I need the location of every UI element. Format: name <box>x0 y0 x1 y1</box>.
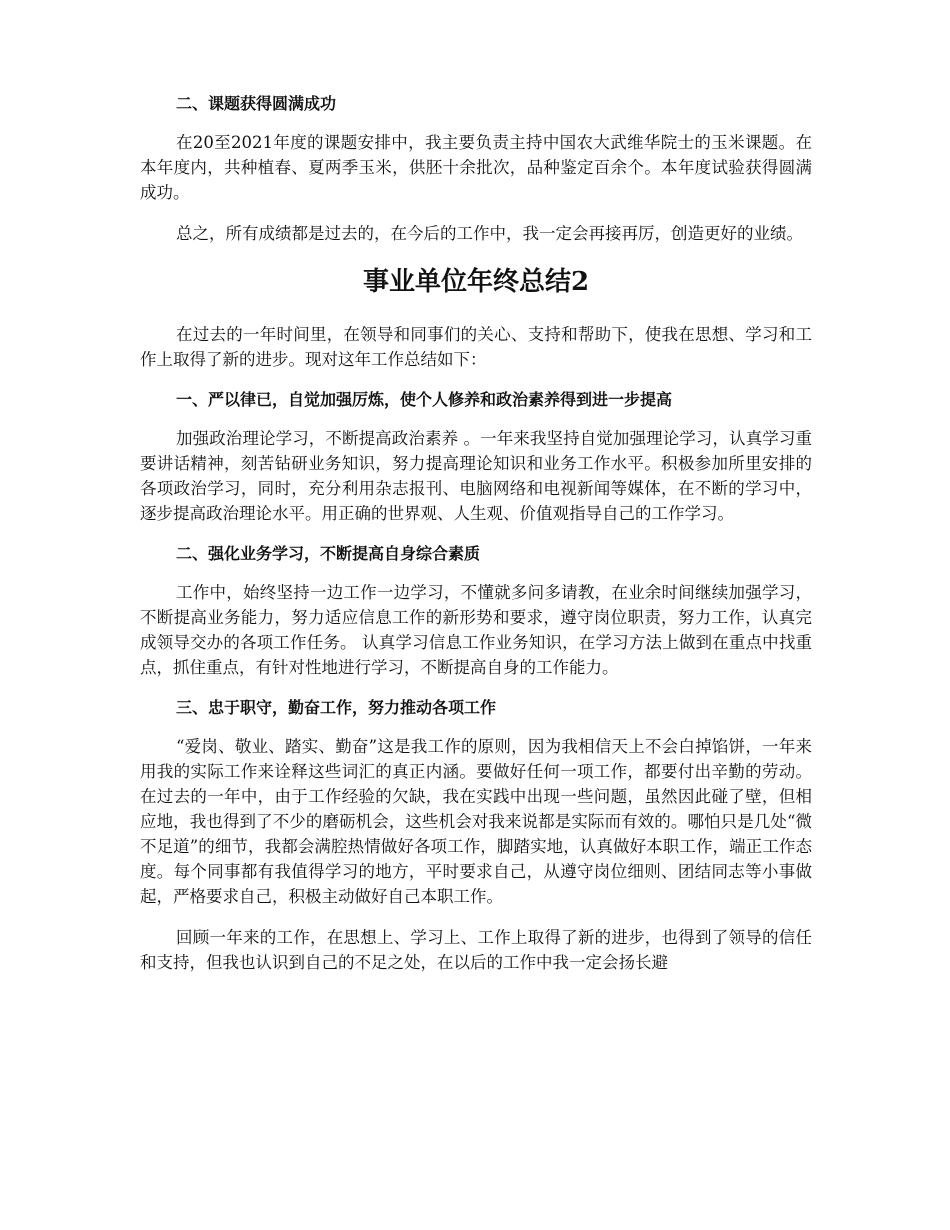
paragraph-closing: 回顾一年来的工作，在思想上、学习上、工作上取得了新的进步，也得到了领导的信任和支持，但我也认识到自己的不足之处，在以后的工作中我一定会扬长避 <box>140 928 812 972</box>
paragraph-self-discipline: 加强政治理论学习，不断提高政治素养 。一年来我坚持自觉加强理论学习，认真学习重要讲话精神，刻苦钻研业务知识，努力提高理论知识和业务工作水平。积极参加所里安排的各项政治学习，同时，充分利用杂志报刊、电脑网络和电视新闻等媒体，在不断的学习中，逐步提高政治理论水平。用正确的世界观、人生观、价值观指导自己的工作学习。 <box>140 429 812 523</box>
section-heading-business-study: 二、强化业务学习，不断提高自身综合素质 <box>176 544 481 563</box>
paragraph-business-study: 工作中，始终坚持一边工作一边学习，不懂就多问多请教，在业余时间继续加强学习，不断提高业务能力，努力适应信息工作的新形势和要求，遵守岗位职责，努力工作，认真完成领导交办的各项工作任务。 认真学习信息工作业务知识，在学习方法上做到在重点中找重点，抓住重点，有针对性地进行学习，不断提高自身的工作能力。 <box>140 583 812 677</box>
document-title: 事业单位年终总结2 <box>362 267 590 297</box>
document-page <box>140 92 812 991</box>
paragraph-dedication: “爱岗、敬业、踏实、勤奋”这是我工作的原则，因为我相信天上不会白掉馅饼，一年来用我的实际工作来诠释这些词汇的真正内涵。要做好任何一项工作，都要付出辛勤的劳动。在过去的一年中，由于工作经验的欠缺，我在实践中出现一些问题，虽然因此碰了壁，但相应地，我也得到了不少的磨砺机会，这些机会对我来说都是实际而有效的。哪怕只是几处“微不足道”的细节，我都会满腔热情做好各项工作，脚踏实地，认真做好本职工作，端正工作态度。每个同事都有我值得学习的地方，平时要求自己，从遵守岗位细则、团结同志等小事做起，严格要求自己，积极主动做好自己本职工作。 <box>140 737 812 906</box>
section-heading-self-discipline: 一、严以律已，自觉加强厉炼，使个人修养和政治素养得到进一步提高 <box>176 390 673 409</box>
paragraph-summary: 总之，所有成绩都是过去的，在今后的工作中，我一定会再接再厉，创造更好的业绩。 <box>176 224 803 243</box>
paragraph-intro: 在过去的一年时间里，在领导和同事们的关心、支持和帮助下，使我在思想、学习和工作上取得了新的进步。现对这年工作总结如下： <box>140 325 812 369</box>
section-heading-dedication: 三、忠于职守，勤奋工作，努力推动各项工作 <box>176 698 497 717</box>
paragraph-project-details: 在20至2021年度的课题安排中，我主要负责主持中国农大武维华院士的玉米课题。在本年度内，共种植春、夏两季玉米，供胚十余批次，品种鉴定百余个。本年度试验获得圆满成功。 <box>140 133 812 202</box>
section-heading-project-success: 二、课题获得圆满成功 <box>176 94 337 113</box>
